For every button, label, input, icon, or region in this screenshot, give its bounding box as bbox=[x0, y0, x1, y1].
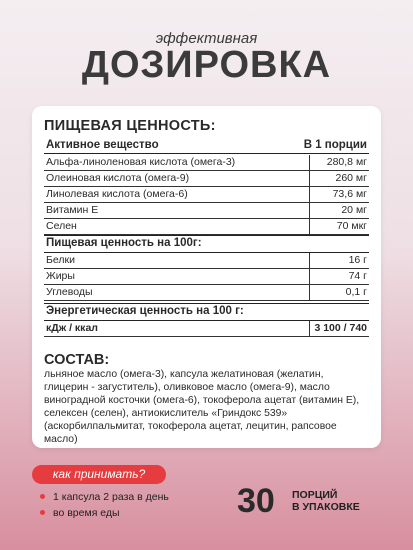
table-row bbox=[44, 253, 369, 269]
list-item bbox=[40, 507, 120, 519]
row-value: 74 г bbox=[348, 270, 367, 282]
table-row bbox=[44, 203, 369, 219]
row-label: кДж / ккал bbox=[46, 322, 98, 334]
portions-count: 30 bbox=[237, 482, 275, 520]
nutrition-title: ПИЩЕВАЯ ЦЕННОСТЬ: bbox=[44, 118, 216, 134]
row-value: 73,6 мг bbox=[332, 188, 367, 200]
nutrition-card bbox=[32, 106, 381, 448]
composition-text: льняное масло (омега-3), капсула желатиновая (желатин, глицерин - загуститель), оливковое масло (омега-9), масло виноградной косточки (омега-6), токоферола ацетат (витамин Е), селексен (селен), антиокислитель «Гриндокс 539» (аскорбилпальмитат, токоферола ацетат, лецитин, рапсовое масло) bbox=[44, 369, 360, 445]
list-item bbox=[40, 491, 169, 503]
energy-title-row bbox=[44, 303, 369, 321]
row-value: 3 100 / 740 bbox=[314, 322, 367, 334]
active-substance-header: Активное вещество bbox=[46, 139, 159, 151]
row-label: Олеиновая кислота (омега-9) bbox=[46, 172, 190, 184]
row-value: 280,8 мг bbox=[326, 156, 367, 168]
table-row bbox=[44, 321, 369, 337]
row-label: Селен bbox=[46, 220, 77, 232]
row-value: 0,1 г bbox=[345, 286, 367, 298]
table-row bbox=[44, 155, 369, 171]
usage-item: 1 капсула 2 раза в день bbox=[53, 491, 169, 503]
row-label: Углеводы bbox=[46, 286, 93, 298]
page-title: ДОЗИРОВКА bbox=[81, 44, 332, 86]
row-label: Жиры bbox=[46, 270, 75, 282]
portions-label bbox=[292, 489, 360, 513]
per100-title: Пищевая ценность на 100г: bbox=[46, 237, 202, 249]
row-value: 70 мкг bbox=[336, 220, 367, 232]
composition-title: СОСТАВ: bbox=[44, 352, 110, 368]
row-value: 20 мг bbox=[341, 204, 367, 216]
nutrition-header-row bbox=[44, 138, 369, 154]
row-label: Линолевая кислота (омега-6) bbox=[46, 188, 188, 200]
table-row bbox=[44, 187, 369, 203]
table-row bbox=[44, 269, 369, 285]
bullet-icon bbox=[40, 494, 45, 499]
usage-item: во время еды bbox=[53, 507, 120, 519]
row-label: Белки bbox=[46, 254, 75, 266]
table-row bbox=[44, 171, 369, 187]
how-to-take-button[interactable]: как принимать? bbox=[32, 465, 166, 484]
subtitle: эффективная bbox=[155, 30, 258, 47]
portions-line2: В УПАКОВКЕ bbox=[292, 501, 360, 513]
per-portion-header: В 1 порции bbox=[303, 139, 367, 151]
table-row bbox=[44, 285, 369, 301]
per100-title-row bbox=[44, 235, 369, 253]
table-row bbox=[44, 219, 369, 235]
energy-title: Энергетическая ценность на 100 г: bbox=[46, 305, 244, 317]
portions-line1: ПОРЦИЙ bbox=[292, 489, 338, 501]
row-value: 260 мг bbox=[335, 172, 367, 184]
bullet-icon bbox=[40, 510, 45, 515]
row-value: 16 г bbox=[348, 254, 367, 266]
row-label: Альфа-линоленовая кислота (омега-3) bbox=[46, 156, 236, 168]
row-label: Витамин Е bbox=[46, 204, 99, 216]
